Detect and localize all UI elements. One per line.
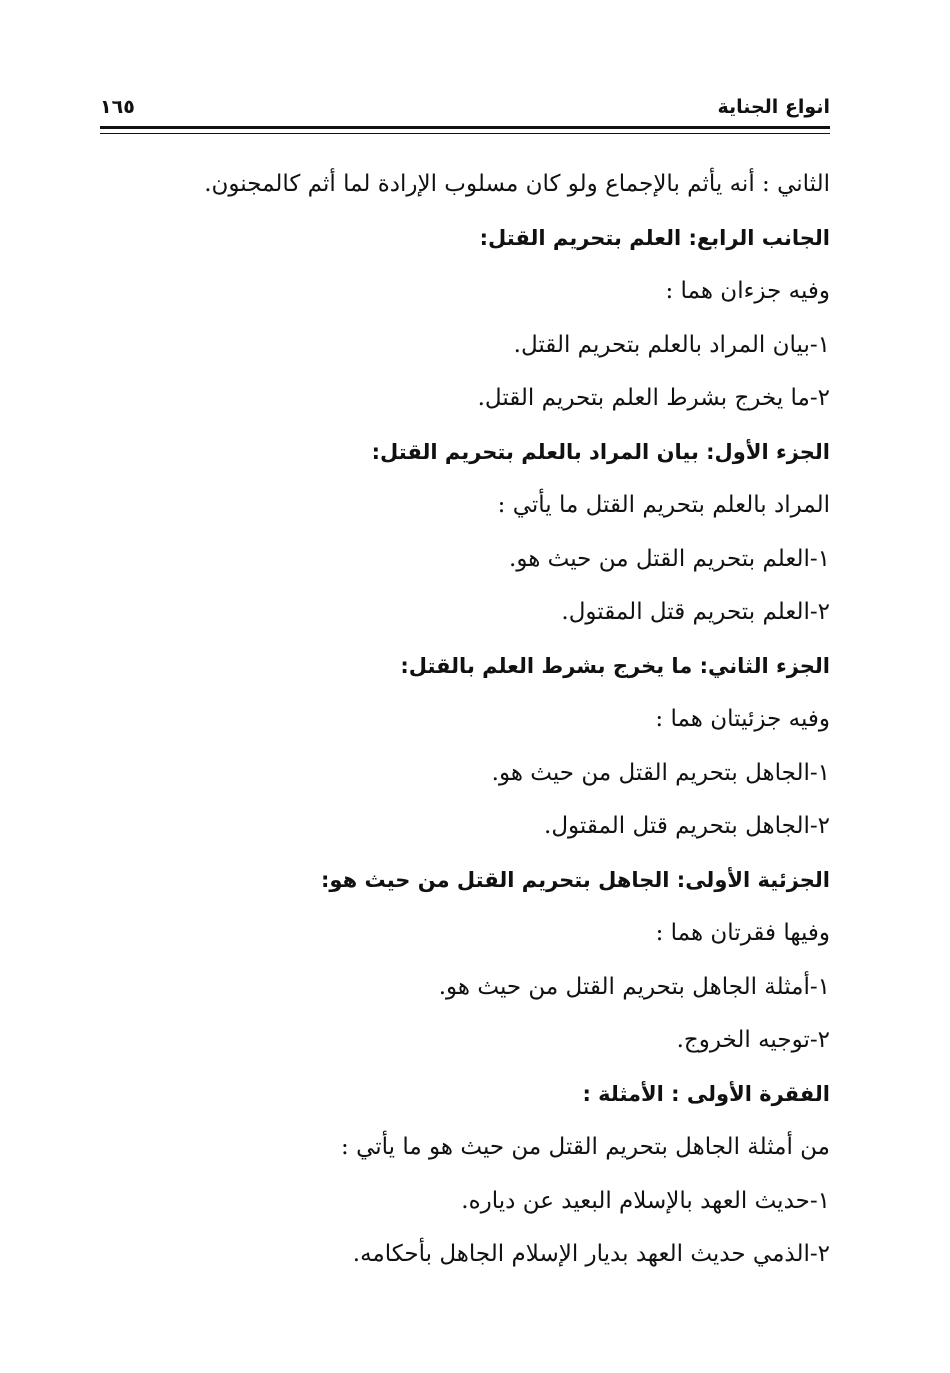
header-rule-thick: [100, 126, 830, 129]
section-heading: الجزء الثاني: ما يخرج بشرط العلم بالقتل:: [400, 653, 830, 678]
page-number: ١٦٥: [100, 96, 135, 118]
text-line: ٢-الذمي حديث العهد بديار الإسلام الجاهل بأحكامه.: [352, 1241, 830, 1267]
text-line: من أمثلة الجاهل بتحريم القتل من حيث هو ما يأتي :: [341, 1134, 830, 1160]
text-line: ١-بيان المراد بالعلم بتحريم القتل.: [513, 331, 830, 358]
text-line: ١-أمثلة الجاهل بتحريم القتل من حيث هو.: [438, 973, 830, 1000]
running-title: انواع الجناية: [717, 96, 830, 118]
text-line: ٢-العلم بتحريم قتل المقتول.: [561, 599, 830, 625]
section-heading: الجزء الأول: بيان المراد بالعلم بتحريم القتل:: [371, 439, 830, 464]
text-line: وفيها فقرتان هما :: [655, 920, 830, 946]
header-rule-thin: [100, 133, 830, 134]
text-line: ١-الجاهل بتحريم القتل من حيث هو.: [491, 759, 830, 786]
text-line: وفيه جزءان هما :: [665, 278, 830, 304]
text-line: ١-حديث العهد بالإسلام البعيد عن دياره.: [461, 1187, 830, 1214]
text-line: ٢-ما يخرج بشرط العلم بتحريم القتل.: [477, 385, 830, 411]
text-line: ١-العلم بتحريم القتل من حيث هو.: [509, 545, 830, 572]
text-line: وفيه جزئيتان هما :: [655, 706, 830, 732]
section-heading: الجانب الرابع: العلم بتحريم القتل:: [479, 225, 830, 250]
text-line: الثاني : أنه يأثم بالإجماع ولو كان مسلوب الإرادة لما أثم كالمجنون.: [204, 171, 830, 197]
section-heading: الجزئية الأولى: الجاهل بتحريم القتل من حيث هو:: [321, 867, 830, 892]
text-line: ٢-الجاهل بتحريم قتل المقتول.: [544, 813, 830, 839]
page-header: [100, 94, 830, 124]
text-line: المراد بالعلم بتحريم القتل ما يأتي :: [497, 492, 830, 518]
text-line: ٢-توجيه الخروج.: [676, 1027, 830, 1053]
section-heading: الفقرة الأولى : الأمثلة :: [582, 1081, 830, 1106]
page-body: [150, 158, 830, 1282]
